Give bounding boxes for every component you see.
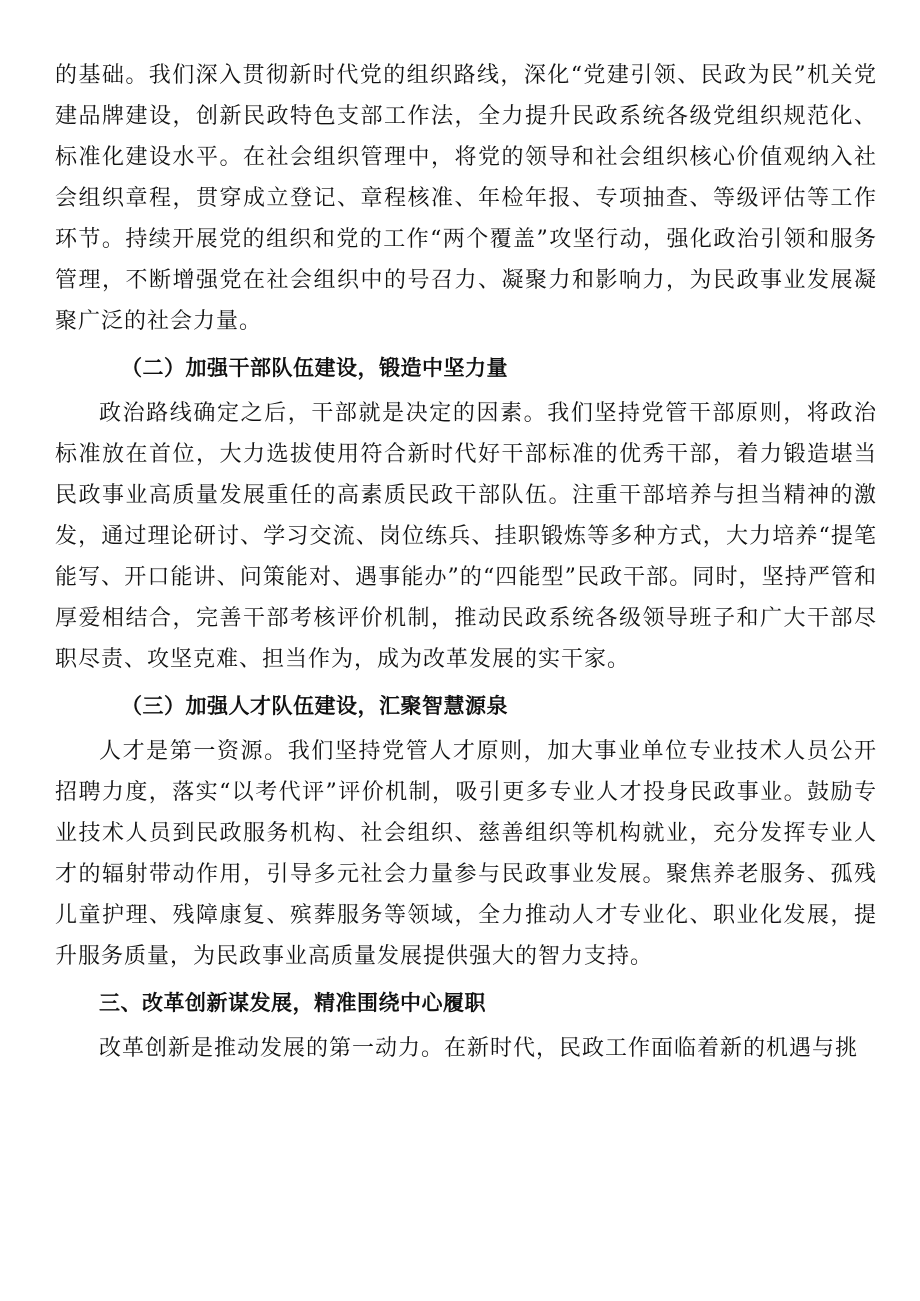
- document-page: [55, 55, 877, 1069]
- section-heading-cadre-team: （二）加强干部队伍建设，锻造中坚力量: [121, 356, 508, 380]
- body-paragraph-party-building: 的基础。我们深入贯彻新时代党的组织路线，深化“党建引领、民政为民”机关党建品牌建设，创新民政特色支部工作法，全力提升民政系统各级党组织规范化、标准化建设水平。在社会组织管理中，将党的领导和社会组织核心价值观纳入社会组织章程，贯穿成立登记、章程核准、年检年报、专项抽查、等级评估等工作环节。持续开展党的组织和党的工作“两个覆盖”攻坚行动，强化政治引领和服务管理，不断增强党在社会组织中的号召力、凝聚力和影响力，为民政事业发展凝聚广泛的社会力量。: [55, 63, 877, 334]
- section-heading-reform-innovation: 三、改革创新谋发展，精准围绕中心履职: [99, 991, 486, 1015]
- body-paragraph-cadre-team: 政治路线确定之后，干部就是决定的因素。我们坚持党管干部原则，将政治标准放在首位，大力选拔使用符合新时代好干部标准的优秀干部，着力锻造堪当民政事业高质量发展重任的高素质民政干部队伍。注重干部培养与担当精神的激发，通过理论研讨、学习交流、岗位练兵、挂职锻炼等多种方式，大力培养“提笔能写、开口能讲、问策能对、遇事能办”的“四能型”民政干部。同时，坚持严管和厚爱相结合，完善干部考核评价机制，推动民政系统各级领导班子和广大干部尽职尽责、攻坚克难、担当作为，成为改革发展的实干家。: [55, 401, 877, 672]
- section-heading-talent-team: （三）加强人才队伍建设，汇聚智慧源泉: [121, 694, 508, 718]
- body-paragraph-reform-innovation: 改革创新是推动发展的第一动力。在新时代，民政工作面临着新的机遇与挑: [99, 1036, 859, 1061]
- body-paragraph-talent-team: 人才是第一资源。我们坚持党管人才原则，加大事业单位专业技术人员公开招聘力度，落实“以考代评”评价机制，吸引更多专业人才投身民政事业。鼓励专业技术人员到民政服务机构、社会组织、慈善组织等机构就业，充分发挥专业人才的辐射带动作用，引导多元社会力量参与民政事业发展。聚焦养老服务、孤残儿童护理、残障康复、殡葬服务等领域，全力推动人才专业化、职业化发展，提升服务质量，为民政事业高质量发展提供强大的智力支持。: [55, 739, 877, 969]
